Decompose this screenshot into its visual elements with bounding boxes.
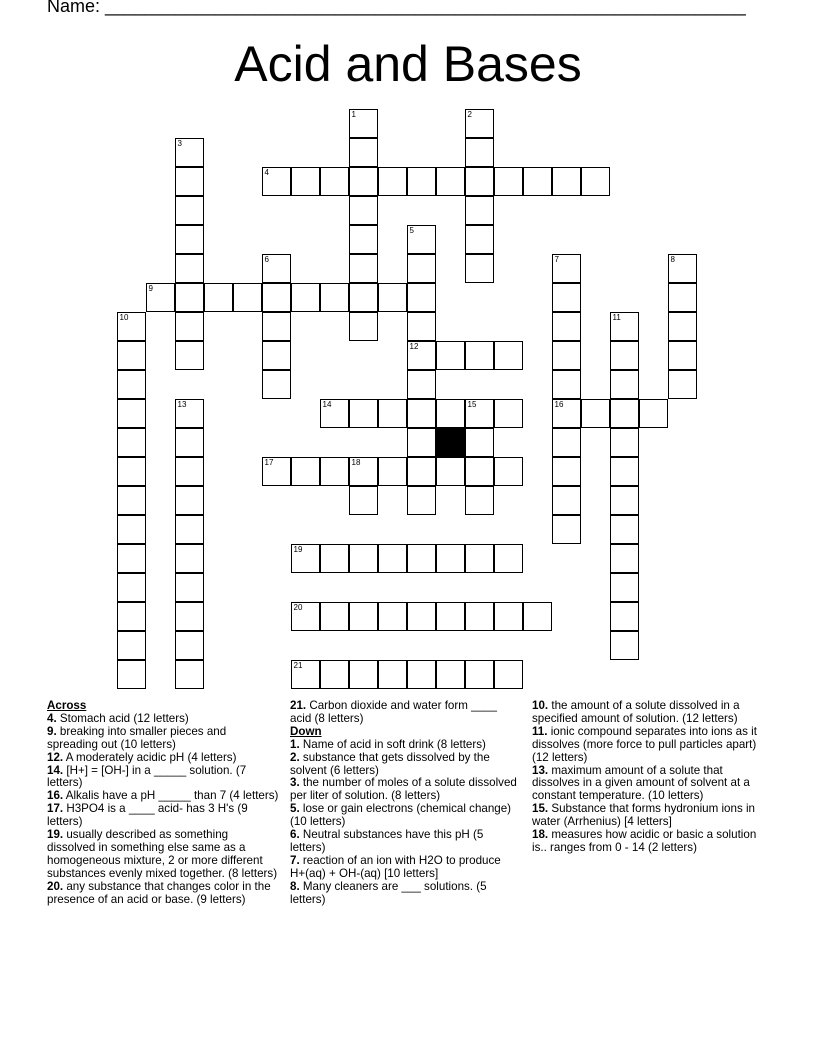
- clue-text: Neutral substances have this pH (5 letters): [290, 828, 484, 854]
- grid-cell[interactable]: [175, 660, 204, 689]
- grid-cell[interactable]: [175, 399, 204, 428]
- grid-cell[interactable]: [117, 544, 146, 573]
- clue: [290, 881, 518, 907]
- grid-cell[interactable]: [349, 312, 378, 341]
- grid-cell[interactable]: [378, 660, 407, 689]
- grid-cell[interactable]: [262, 283, 291, 312]
- grid-cell[interactable]: [668, 312, 697, 341]
- grid-cell[interactable]: [407, 167, 436, 196]
- grid-cell[interactable]: [407, 399, 436, 428]
- clue-text: lose or gain electrons (chemical change) (10 letters): [290, 802, 512, 829]
- clue-text: A moderately acidic pH (4 letters): [63, 750, 237, 764]
- clue-number-label: 6.: [290, 828, 300, 842]
- clue-number-label: 8.: [290, 879, 300, 893]
- grid-cell[interactable]: [378, 399, 407, 428]
- clue: [47, 881, 279, 907]
- grid-cell[interactable]: [668, 283, 697, 312]
- grid-cell[interactable]: [494, 457, 523, 486]
- grid-cell[interactable]: [291, 602, 320, 631]
- grid-cell[interactable]: [146, 283, 175, 312]
- grid-cell[interactable]: [175, 341, 204, 370]
- clue-number: 19: [293, 545, 303, 554]
- grid-cell[interactable]: [581, 167, 610, 196]
- grid-cell[interactable]: [407, 457, 436, 486]
- grid-cell[interactable]: [175, 167, 204, 196]
- grid-cell[interactable]: [407, 254, 436, 283]
- grid-cell[interactable]: [465, 428, 494, 457]
- clue-number: 15: [467, 400, 477, 409]
- clue-text: the amount of a solute dissolved in a specified amount of solution. (12 letters): [532, 699, 740, 725]
- clue-number: 13: [177, 400, 187, 409]
- clue-number-label: 21.: [290, 699, 307, 712]
- clue-number: 3: [177, 139, 182, 148]
- grid-cell[interactable]: [494, 167, 523, 196]
- grid-cell[interactable]: [291, 544, 320, 573]
- grid-cell[interactable]: [291, 283, 320, 312]
- grid-cell[interactable]: [291, 167, 320, 196]
- clue-text: maximum amount of a solute that dissolves in a given amount of solvent at a constant temperature. (10 letters): [532, 763, 750, 803]
- clue-number: 9: [148, 284, 153, 293]
- clue-number: 21: [293, 661, 303, 670]
- clue-number: 1: [351, 110, 356, 119]
- clue-number: 12: [409, 342, 419, 351]
- clue-text: Many cleaners are ___ solutions. (5 letters): [290, 879, 487, 906]
- clue-text: breaking into smaller pieces and spreading out (10 letters): [47, 724, 227, 751]
- grid-cell[interactable]: [117, 370, 146, 399]
- clue-number-label: 18.: [532, 828, 549, 842]
- grid-cell[interactable]: [262, 457, 291, 486]
- clue-number-label: 2.: [290, 750, 300, 764]
- grid-cell[interactable]: [175, 283, 204, 312]
- grid-cell[interactable]: [494, 544, 523, 573]
- grid-cell[interactable]: [436, 457, 465, 486]
- grid-cell[interactable]: [494, 602, 523, 631]
- clue-number: 8: [670, 255, 675, 264]
- grid-cell[interactable]: [349, 109, 378, 138]
- grid-cell[interactable]: [262, 312, 291, 341]
- grid-cell[interactable]: [465, 254, 494, 283]
- grid-cell[interactable]: [378, 167, 407, 196]
- clue: [532, 700, 762, 726]
- grid-cell[interactable]: [407, 283, 436, 312]
- grid-cell[interactable]: [610, 428, 639, 457]
- grid-cell[interactable]: [436, 341, 465, 370]
- grid-cell[interactable]: [610, 457, 639, 486]
- grid-cell[interactable]: [175, 457, 204, 486]
- clue-number: 11: [612, 313, 621, 322]
- clue-text: ionic compound separates into ions as it dissolves (more force to pull particles apart) (12 letters): [532, 724, 757, 764]
- grid-cell[interactable]: [175, 312, 204, 341]
- grid-cell[interactable]: [581, 399, 610, 428]
- clue-number-label: 13.: [532, 763, 549, 777]
- grid-cell[interactable]: [465, 196, 494, 225]
- grid-cell[interactable]: [407, 428, 436, 457]
- grid-cell[interactable]: [494, 660, 523, 689]
- clue: [47, 726, 279, 752]
- grid-cell[interactable]: [175, 544, 204, 573]
- grid-cell[interactable]: [552, 167, 581, 196]
- grid-cell[interactable]: [320, 399, 349, 428]
- grid-cell[interactable]: [668, 341, 697, 370]
- grid-cell[interactable]: [639, 399, 668, 428]
- grid-cell[interactable]: [175, 225, 204, 254]
- clue: [290, 777, 518, 803]
- grid-cell[interactable]: [349, 283, 378, 312]
- grid-cell[interactable]: [175, 196, 204, 225]
- clue-text: Carbon dioxide and water form ____ acid (8 letters): [290, 699, 497, 725]
- grid-cell[interactable]: [610, 312, 639, 341]
- clue-text: H3PO4 is a ____ acid- has 3 H's (9 letters): [47, 802, 248, 829]
- down-heading: Down: [290, 724, 322, 738]
- grid-cell[interactable]: [552, 341, 581, 370]
- grid-cell[interactable]: [349, 225, 378, 254]
- clue: [532, 829, 762, 855]
- grid-cell[interactable]: [262, 341, 291, 370]
- grid-cell[interactable]: [117, 602, 146, 631]
- grid-cell[interactable]: [610, 486, 639, 515]
- clue-number-label: 15.: [532, 802, 549, 816]
- grid-cell[interactable]: [262, 167, 291, 196]
- grid-cell[interactable]: [320, 167, 349, 196]
- clue: [532, 765, 762, 804]
- grid-cell[interactable]: [407, 312, 436, 341]
- clue: [290, 700, 518, 726]
- clue-number: 4: [264, 168, 269, 177]
- grid-cell[interactable]: [175, 138, 204, 167]
- grid-cell[interactable]: [175, 573, 204, 602]
- grid-cell[interactable]: [117, 660, 146, 689]
- grid-cell[interactable]: [552, 254, 581, 283]
- grid-cell[interactable]: [407, 486, 436, 515]
- name-field-label: Name: ________________________________________________________________: [47, 0, 746, 16]
- grid-cell[interactable]: [349, 254, 378, 283]
- clue-number-label: 7.: [290, 853, 300, 867]
- grid-cell[interactable]: [320, 660, 349, 689]
- clue-number-label: 19.: [47, 828, 64, 842]
- grid-cell[interactable]: [117, 428, 146, 457]
- grid-cell[interactable]: [349, 486, 378, 515]
- grid-cell[interactable]: [436, 660, 465, 689]
- clue-number-label: 14.: [47, 763, 64, 777]
- clue-number: 20: [293, 603, 303, 612]
- grid-cell[interactable]: [407, 544, 436, 573]
- grid-cell[interactable]: [436, 167, 465, 196]
- clue-number-label: 16.: [47, 789, 64, 803]
- clue-number-label: 12.: [47, 750, 64, 764]
- grid-cell[interactable]: [552, 312, 581, 341]
- black-cell: [436, 428, 465, 457]
- clue-text: measures how acidic or basic a solution is.. ranges from 0 - 14 (2 letters): [532, 828, 757, 854]
- clue-number-label: 20.: [47, 879, 64, 893]
- clue: [290, 829, 518, 855]
- grid-cell[interactable]: [407, 602, 436, 631]
- grid-cell[interactable]: [407, 370, 436, 399]
- grid-cell[interactable]: [175, 486, 204, 515]
- grid-cell[interactable]: [465, 544, 494, 573]
- clue-text: usually described as something dissolved in something else same as a homogeneous mixture, 2 or more different substances evenly mixed together. (8 letters): [47, 828, 278, 880]
- grid-cell[interactable]: [610, 631, 639, 660]
- grid-cell[interactable]: [117, 486, 146, 515]
- grid-cell[interactable]: [523, 602, 552, 631]
- clue-text: Stomach acid (12 letters): [56, 711, 189, 725]
- grid-cell[interactable]: [465, 602, 494, 631]
- grid-cell[interactable]: [320, 602, 349, 631]
- grid-cell[interactable]: [523, 167, 552, 196]
- grid-cell[interactable]: [175, 254, 204, 283]
- grid-cell[interactable]: [117, 312, 146, 341]
- grid-cell[interactable]: [465, 225, 494, 254]
- grid-cell[interactable]: [117, 515, 146, 544]
- clue: [290, 855, 518, 881]
- grid-cell[interactable]: [610, 515, 639, 544]
- grid-cell[interactable]: [552, 486, 581, 515]
- grid-cell[interactable]: [610, 544, 639, 573]
- grid-cell[interactable]: [610, 573, 639, 602]
- grid-cell[interactable]: [436, 544, 465, 573]
- grid-cell[interactable]: [407, 225, 436, 254]
- grid-cell[interactable]: [349, 457, 378, 486]
- grid-cell[interactable]: [349, 196, 378, 225]
- page-title: Acid and Bases: [234, 36, 582, 92]
- clue-text: reaction of an ion with H2O to produce H+(aq) + OH-(aq) [10 letters]: [290, 853, 501, 880]
- clue-number: 16: [554, 400, 564, 409]
- across-heading: Across: [47, 699, 87, 712]
- clue: [290, 752, 518, 778]
- grid-cell[interactable]: [436, 399, 465, 428]
- grid-cell[interactable]: [349, 602, 378, 631]
- grid-cell[interactable]: [552, 428, 581, 457]
- clue-number: 2: [467, 110, 472, 119]
- clue: [532, 726, 762, 765]
- grid-cell[interactable]: [320, 283, 349, 312]
- grid-cell[interactable]: [349, 167, 378, 196]
- clue: [47, 803, 279, 829]
- grid-cell[interactable]: [610, 370, 639, 399]
- grid-cell[interactable]: [175, 428, 204, 457]
- grid-cell[interactable]: [349, 399, 378, 428]
- clue-text: Name of acid in soft drink (8 letters): [299, 737, 486, 751]
- grid-cell[interactable]: [552, 370, 581, 399]
- grid-cell[interactable]: [291, 457, 320, 486]
- clue-number-label: 17.: [47, 802, 64, 816]
- grid-cell[interactable]: [610, 341, 639, 370]
- clue-text: the number of moles of a solute dissolved per liter of solution. (8 letters): [290, 776, 517, 803]
- grid-cell[interactable]: [407, 341, 436, 370]
- clue-number-label: 11.: [532, 724, 548, 738]
- grid-cell[interactable]: [262, 254, 291, 283]
- clue: [532, 803, 762, 829]
- clue-number: 10: [119, 313, 129, 322]
- grid-cell[interactable]: [320, 544, 349, 573]
- grid-cell[interactable]: [407, 660, 436, 689]
- grid-cell[interactable]: [117, 631, 146, 660]
- grid-cell[interactable]: [378, 602, 407, 631]
- clues-column-2: [290, 700, 518, 907]
- clue: [47, 829, 279, 881]
- clue-text: Alkalis have a pH _____ than 7 (4 letters): [63, 789, 279, 803]
- clue-text: any substance that changes color in the presence of an acid or base. (9 letters): [47, 879, 271, 906]
- clue-number: 14: [322, 400, 332, 409]
- grid-cell[interactable]: [436, 602, 465, 631]
- grid-cell[interactable]: [494, 341, 523, 370]
- grid-cell[interactable]: [117, 573, 146, 602]
- grid-cell[interactable]: [349, 138, 378, 167]
- clue-number-label: 3.: [290, 776, 300, 790]
- grid-cell[interactable]: [465, 109, 494, 138]
- clue-number: 7: [554, 255, 559, 264]
- grid-cell[interactable]: [610, 602, 639, 631]
- grid-cell[interactable]: [349, 544, 378, 573]
- grid-cell[interactable]: [465, 167, 494, 196]
- grid-cell[interactable]: [552, 399, 581, 428]
- grid-cell[interactable]: [233, 283, 262, 312]
- grid-cell[interactable]: [204, 283, 233, 312]
- grid-cell[interactable]: [378, 457, 407, 486]
- clue-number-label: 1.: [290, 737, 300, 751]
- clues-column-1: [47, 700, 279, 907]
- clue: [47, 765, 279, 791]
- clue-number-label: 10.: [532, 699, 549, 712]
- clue-text: substance that gets dissolved by the solvent (6 letters): [290, 750, 490, 777]
- grid-cell[interactable]: [465, 341, 494, 370]
- clue-number: 18: [351, 458, 361, 467]
- grid-cell[interactable]: [668, 370, 697, 399]
- grid-cell[interactable]: [465, 486, 494, 515]
- grid-cell[interactable]: [494, 399, 523, 428]
- grid-cell[interactable]: [378, 283, 407, 312]
- grid-cell[interactable]: [117, 341, 146, 370]
- grid-cell[interactable]: [175, 602, 204, 631]
- grid-cell[interactable]: [552, 283, 581, 312]
- grid-cell[interactable]: [465, 660, 494, 689]
- grid-cell[interactable]: [465, 399, 494, 428]
- clue-text: [H+] = [OH-] in a _____ solution. (7 letters): [47, 763, 247, 790]
- grid-cell[interactable]: [175, 631, 204, 660]
- grid-cell[interactable]: [552, 515, 581, 544]
- grid-cell[interactable]: [117, 399, 146, 428]
- grid-cell[interactable]: [668, 254, 697, 283]
- grid-cell[interactable]: [552, 457, 581, 486]
- clue-number-label: 5.: [290, 802, 300, 816]
- grid-cell[interactable]: [320, 457, 349, 486]
- clue: [290, 803, 518, 829]
- grid-cell[interactable]: [117, 457, 146, 486]
- grid-cell[interactable]: [610, 399, 639, 428]
- grid-cell[interactable]: [378, 544, 407, 573]
- grid-cell[interactable]: [262, 370, 291, 399]
- clues-column-3: [532, 700, 762, 855]
- grid-cell[interactable]: [465, 138, 494, 167]
- grid-cell[interactable]: [291, 660, 320, 689]
- grid-cell[interactable]: [465, 457, 494, 486]
- clue-number-label: 9.: [47, 724, 57, 738]
- clue-number: 6: [264, 255, 269, 264]
- clue-number-label: 4.: [47, 711, 57, 725]
- grid-cell[interactable]: [349, 660, 378, 689]
- clue-text: Substance that forms hydronium ions in water (Arrhenius) [4 letters]: [532, 802, 755, 829]
- clue-number: 5: [409, 226, 414, 235]
- clue-number: 17: [264, 458, 274, 467]
- grid-cell[interactable]: [175, 515, 204, 544]
